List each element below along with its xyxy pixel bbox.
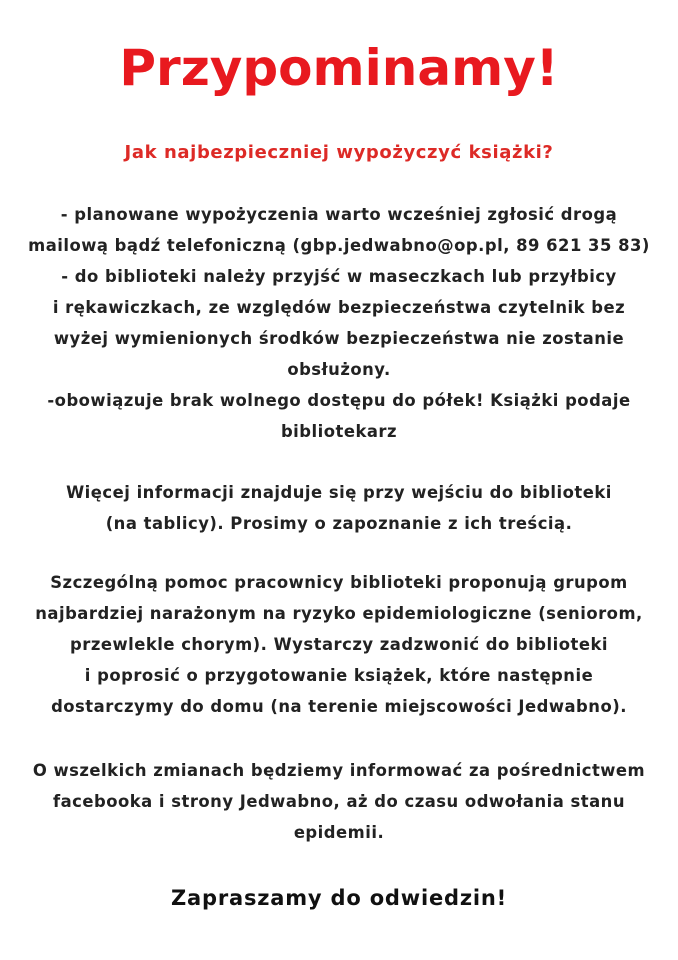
updates-line: epidemii. [293,823,385,842]
rules-line: obsłużony. [287,360,391,379]
help-line: najbardziej narażonym na ryzyko epidemiologiczne (seniorom, [35,604,643,623]
help-line: Szczególną pomoc pracownicy biblioteki proponują grupom [50,573,628,592]
updates-line: O wszelkich zmianach będziemy informować za pośrednictwem [32,761,646,780]
rules-line: bibliotekarz [280,422,398,441]
updates-paragraph [0,755,678,848]
rules-line: -obowiązuje brak wolnego dostępu do półek! Książki podaje [47,391,631,410]
rules-line: wyżej wymienionych środków bezpieczeństwa nie zostanie [53,329,625,348]
closing-invitation: Zapraszamy do odwiedzin! [171,886,507,910]
help-line: i poprosić o przygotowanie książek, które następnie [84,666,594,685]
help-paragraph [0,567,678,722]
help-line: dostarczymy do domu (na terenie miejscowości Jedwabno). [51,697,627,716]
info-line: (na tablicy). Prosimy o zapoznanie z ich treścią. [105,514,573,533]
rules-line: - planowane wypożyczenia warto wcześniej zgłosić drogą [60,205,618,224]
page-title: Przypominamy! [119,39,559,97]
page-subtitle: Jak najbezpieczniej wypożyczyć książki? [124,142,554,163]
rules-line: mailową bądź telefoniczną (gbp.jedwabno@op.pl, 89 621 35 83) [28,236,650,255]
help-line: przewlekle chorym). Wystarczy zadzwonić do biblioteki [70,635,608,654]
rules-paragraph [0,199,678,447]
info-line: Więcej informacji znajduje się przy wejściu do biblioteki [66,483,612,502]
rules-line: i rękawiczkach, ze względów bezpieczeństwa czytelnik bez [52,298,626,317]
info-paragraph [0,477,678,539]
rules-line: - do biblioteki należy przyjść w maseczkach lub przyłbicy [61,267,617,286]
updates-line: facebooka i strony Jedwabno, aż do czasu odwołania stanu [52,792,626,811]
